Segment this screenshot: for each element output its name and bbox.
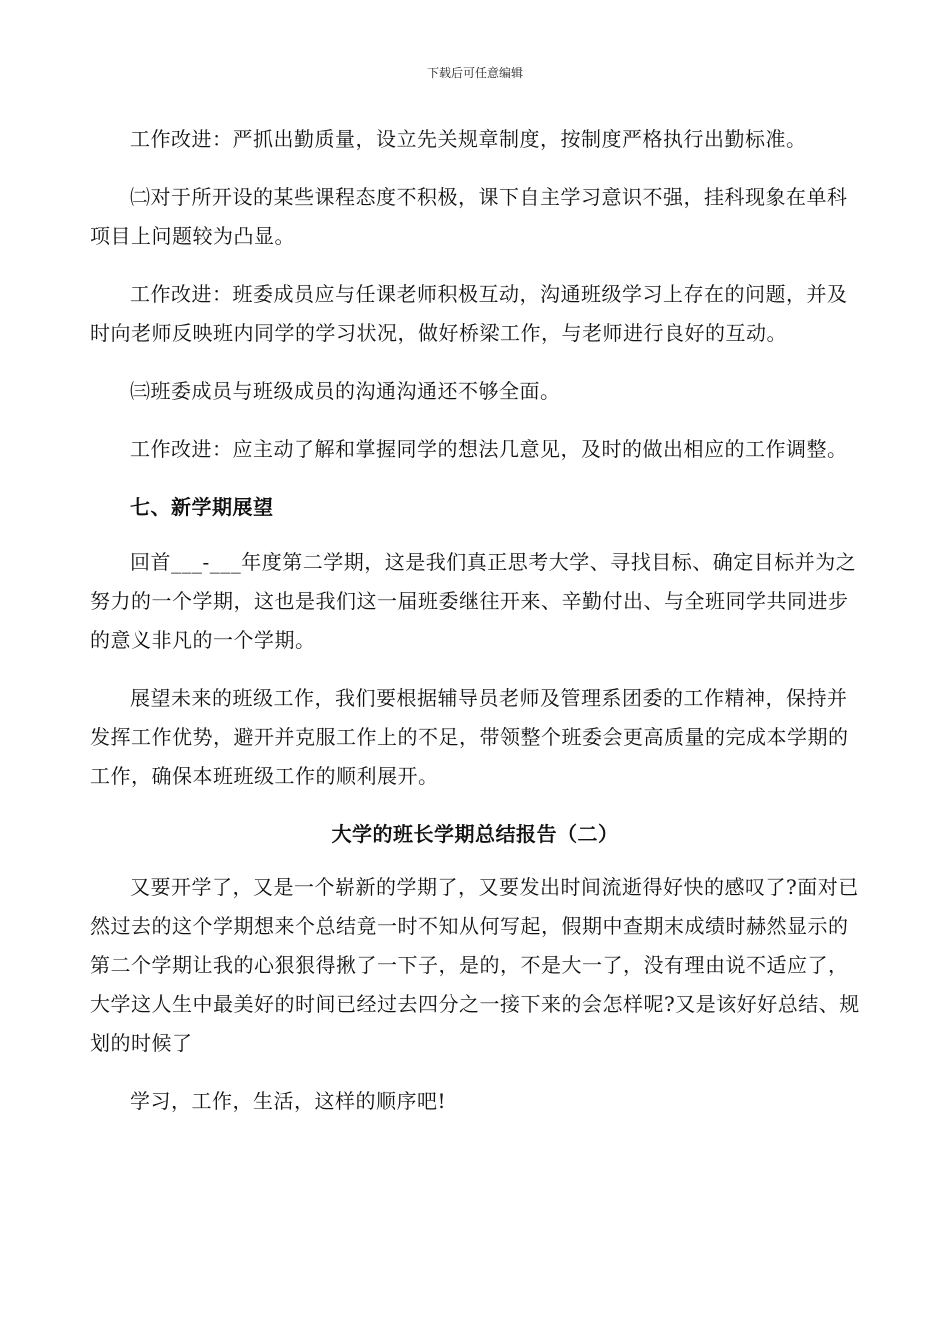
paragraph-review: 回首___-___年度第二学期，这是我们真正思考大学、寻找目标、确定目标并为之努力的一个学期，这也是我们这一届班委继往开来、辛勤付出、与全班同学共同进步的意义非凡的一个学期。: [90, 550, 857, 652]
document-title: 大学的班长学期总结报告（二）: [331, 822, 619, 846]
paragraph-order: 学习，工作，生活，这样的顺序吧!: [130, 1089, 447, 1113]
paragraph-issue-2: ㈡对于所开设的某些课程态度不积极，课下自主学习意识不强，挂科现象在单科项目上问题较为凸显。: [90, 185, 848, 248]
paragraph-communication-improvement: 工作改进：应主动了解和掌握同学的想法几意见，及时的做出相应的工作调整。: [130, 437, 848, 461]
paragraph-attendance-improvement: 工作改进：严抓出勤质量，设立先关规章制度，按制度严格执行出勤标准。: [130, 127, 807, 151]
paragraph-intro: 又要开学了，又是一个崭新的学期了，又要发出时间流逝得好快的感叹了?面对已然过去的这个学期想来个总结竟一时不知从何写起，假期中查期末成绩时赫然显示的第二个学期让我的心狠狠得揪了一下子，是的，不是大一了，没有理由说不适应了，大学这人生中最美好的时间已经过去四分之一接下来的会怎样呢?又是该好好总结、规划的时候了: [90, 875, 860, 1055]
paragraph-issue-3: ㈢班委成员与班级成员的沟通沟通还不够全面。: [130, 379, 561, 403]
document-body: [90, 120, 860, 1140]
paragraph-outlook: 展望未来的班级工作，我们要根据辅导员老师及管理系团委的工作精神，保持并发挥工作优势，避开并克服工作上的不足，带领整个班委会更高质量的完成本学期的工作，确保本班班级工作的顺利展开。: [90, 686, 849, 788]
section-heading-outlook: 七、新学期展望: [130, 495, 274, 519]
paragraph-study-improvement: 工作改进：班委成员应与任课老师积极互动，沟通班级学习上存在的问题，并及时向老师反映班内同学的学习状况，做好桥梁工作，与老师进行良好的互动。: [90, 282, 848, 345]
header-note: 下载后可任意编辑: [426, 66, 523, 80]
